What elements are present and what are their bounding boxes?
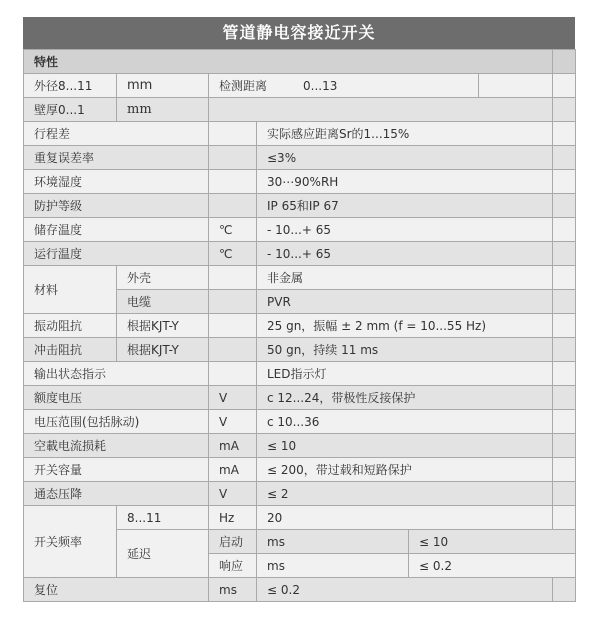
table-row: 环境湿度 30⋯90%RH	[24, 170, 576, 194]
table-row: 通态压降 V ≤ 2	[24, 482, 576, 506]
table-row: 电缆 PVR	[24, 290, 576, 314]
table-row: 冲击阻抗 根据KJT-Y 50 gn，持续 11 ms	[24, 338, 576, 362]
table-row: 外径8...11 mm 检测距离 0...13	[24, 74, 576, 98]
section-header	[24, 50, 576, 74]
table-row: 开关频率 8...11 Hz 20	[24, 506, 576, 530]
table-row: 响应 ms ≤ 0.2	[24, 554, 576, 578]
table-row: 开关容量 mA ≤ 200，带过载和短路保护	[24, 458, 576, 482]
table-row: 运行温度 ℃ - 10...+ 65	[24, 242, 576, 266]
table-row: 延迟 启动 ms ≤ 10	[24, 530, 576, 554]
table-row: 防护等级 IP 65和IP 67	[24, 194, 576, 218]
table-row: 行程差 实际感应距离Sr的1...15%	[24, 122, 576, 146]
table-row: 重复误差率 ≤3%	[24, 146, 576, 170]
table-row: 复位 ms ≤ 0.2	[24, 578, 576, 602]
table-row: 壁厚0...1 mm	[24, 98, 576, 122]
table-row: 材料 外壳 非金属	[24, 266, 576, 290]
spec-table	[23, 49, 576, 602]
table-row: 额度电压 V c 12...24，带极性反接保护	[24, 386, 576, 410]
section-title: 特性	[24, 50, 553, 74]
table-row: 电压范围(包括脉动) V c 10...36	[24, 410, 576, 434]
table-row: 储存温度 ℃ - 10...+ 65	[24, 218, 576, 242]
page-title: 管道静电容接近开关	[23, 17, 575, 49]
table-row: 空載电流损耗 mA ≤ 10	[24, 434, 576, 458]
spec-sheet	[23, 17, 575, 602]
table-row: 输出状态指示 LED指示灯	[24, 362, 576, 386]
table-row: 振动阻抗 根据KJT-Y 25 gn，振幅 ± 2 mm (f = 10...55 Hz)	[24, 314, 576, 338]
